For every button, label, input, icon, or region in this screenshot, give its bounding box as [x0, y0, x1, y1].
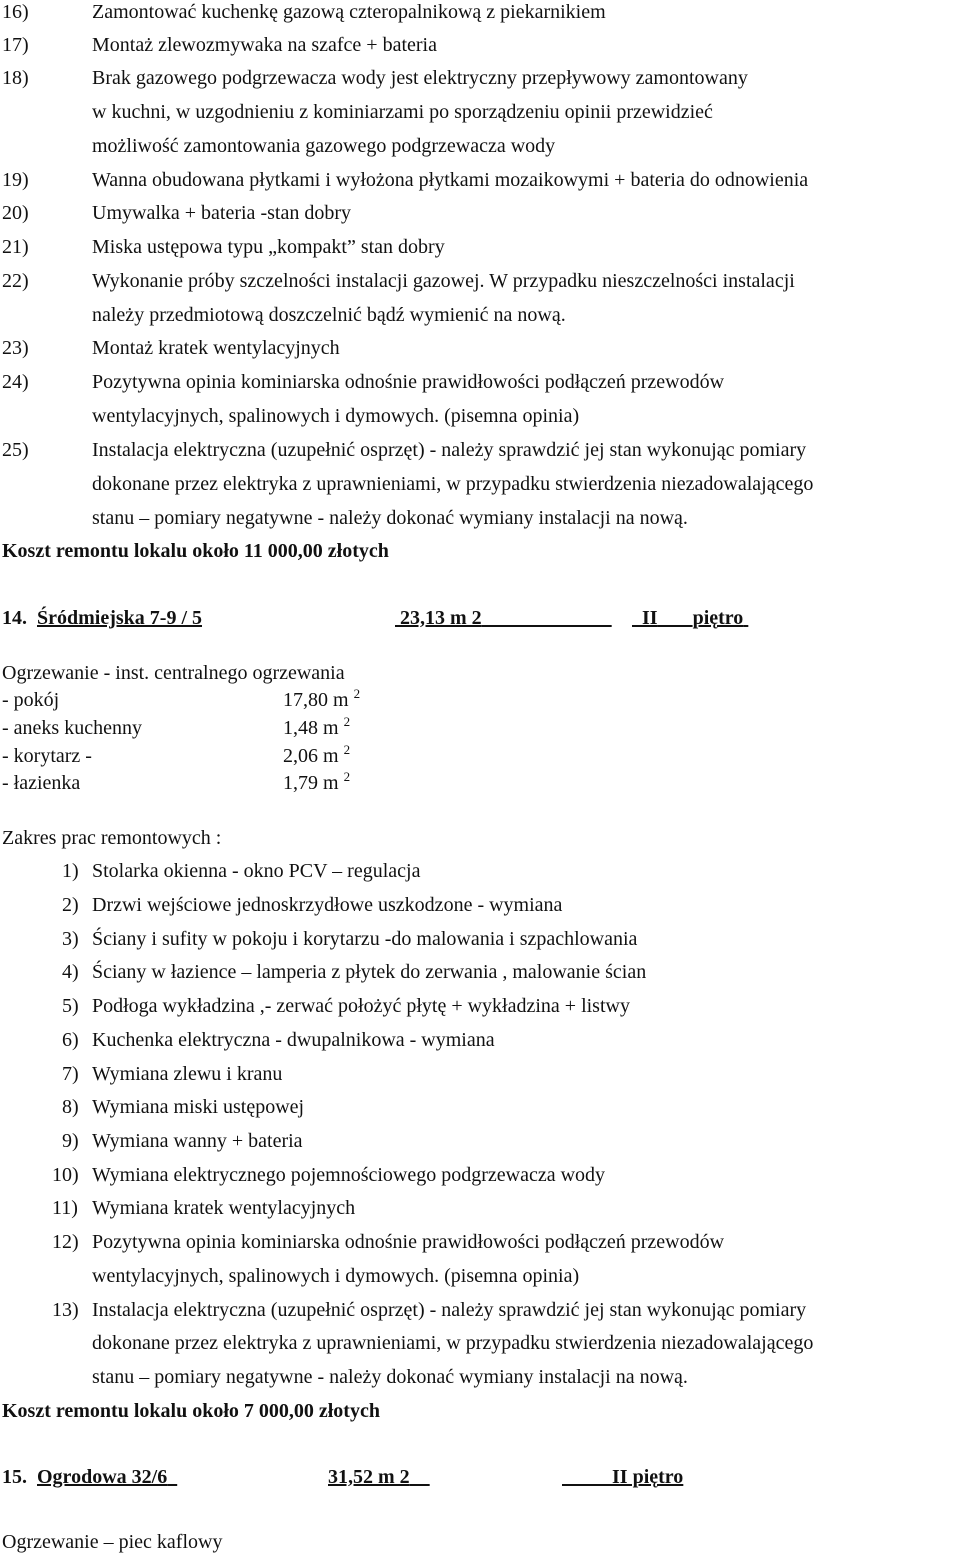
item-number: 17)	[2, 34, 29, 56]
item-text: Stolarka okienna - okno PCV – regulacja	[92, 860, 421, 882]
item-text: w kuchni, w uzgodnieniu z kominiarzami po sporządzeniu opinii przewidzieć	[92, 101, 713, 123]
item-text: Podłoga wykładzina ,- zerwać położyć płytę + wykładzina + listwy	[92, 995, 630, 1017]
item-text: Ściany w łazience – lamperia z płytek do zerwania , malowanie ścian	[92, 961, 647, 983]
room-name: - korytarz -	[2, 745, 92, 767]
room-row	[0, 716, 500, 740]
item-number: 24)	[2, 371, 29, 393]
item-text: wentylacyjnych, spalinowych i dymowych. (pisemna opinia)	[92, 405, 580, 427]
item-text: Zamontować kuchenkę gazową czteropalnikową z piekarnikiem	[92, 1, 606, 23]
heating-info: Ogrzewanie – piec kaflowy	[2, 1531, 223, 1553]
room-name: - łazienka	[2, 772, 81, 794]
item-number: 9)	[62, 1130, 79, 1152]
cost-summary: Koszt remontu lokalu około 11 000,00 złotych	[2, 540, 389, 562]
item-text: stanu – pomiary negatywne - należy dokonać wymiany instalacji na nową.	[92, 507, 688, 529]
item-number: 16)	[2, 1, 29, 23]
item-text: Instalacja elektryczna (uzupełnić osprzęt) - należy sprawdzić jej stan wykonując pomiary	[92, 439, 807, 461]
item-number: 4)	[62, 961, 79, 983]
item-number: 5)	[62, 995, 79, 1017]
room-area: 17,80 m $^2$	[283, 686, 361, 711]
section-number: 15.	[2, 1466, 27, 1488]
item-text: możliwość zamontowania gazowego podgrzewacza wody	[92, 135, 556, 157]
item-text: Instalacja elektryczna (uzupełnić osprzęt) - należy sprawdzić jej stan wykonując pomiary	[92, 1299, 807, 1321]
item-number: 18)	[2, 67, 29, 89]
room-area: 1,48 m $^2$	[283, 714, 351, 739]
item-number: 22)	[2, 270, 29, 292]
item-number: 21)	[2, 236, 29, 258]
section-floor: II piętro	[612, 1466, 684, 1488]
item-number: 3)	[62, 928, 79, 950]
item-number: 25)	[2, 439, 29, 461]
item-text: Umywalka + bateria -stan dobry	[92, 202, 351, 224]
room-area: 2,06 m $^2$	[283, 742, 351, 767]
item-text: Drzwi wejściowe jednoskrzydłowe uszkodzone - wymiana	[92, 894, 563, 916]
item-number: 11)	[52, 1197, 78, 1219]
item-text: stanu – pomiary negatywne - należy dokonać wymiany instalacji na nową.	[92, 1366, 688, 1388]
section-area: 23,13 m 2	[400, 607, 482, 629]
item-text: Wymiana wanny + bateria	[92, 1130, 303, 1152]
item-text: Pozytywna opinia kominiarska odnośnie prawidłowości podłączeń przewodów	[92, 1231, 725, 1253]
item-number: 2)	[62, 894, 79, 916]
item-text: dokonane przez elektryka z uprawnieniami, w przypadku stwierdzenia niezadowalającego	[92, 473, 814, 495]
section-address: Ogrodowa 32/6	[37, 1466, 168, 1488]
room-row	[0, 744, 500, 768]
room-name: - aneks kuchenny	[2, 717, 142, 739]
item-number: 20)	[2, 202, 29, 224]
item-text: Wykonanie próby szczelności instalacji gazowej. W przypadku nieszczelności instalacji	[92, 270, 795, 292]
section-floor: II piętro	[642, 607, 744, 629]
item-number: 6)	[62, 1029, 79, 1051]
heating-info: Ogrzewanie - inst. centralnego ogrzewania	[2, 662, 345, 684]
item-number: 19)	[2, 169, 29, 191]
item-text: Ściany i sufity w pokoju i korytarzu -do malowania i szpachlowania	[92, 928, 638, 950]
section-header-14	[2, 606, 958, 630]
section-number: 14.	[2, 607, 27, 629]
item-text: Miska ustępowa typu „kompakt” stan dobry	[92, 236, 445, 258]
item-number: 7)	[62, 1063, 79, 1085]
item-text: Wymiana elektrycznego pojemnościowego podgrzewacza wody	[92, 1164, 606, 1186]
item-number: 8)	[62, 1096, 79, 1118]
item-number: 13)	[52, 1299, 79, 1321]
room-name: - pokój	[2, 689, 60, 711]
item-text: wentylacyjnych, spalinowych i dymowych. (pisemna opinia)	[92, 1265, 580, 1287]
room-area: 1,79 m $^2$	[283, 769, 351, 794]
item-text: Wymiana miski ustępowej	[92, 1096, 305, 1118]
item-text: dokonane przez elektryka z uprawnieniami, w przypadku stwierdzenia niezadowalającego	[92, 1332, 814, 1354]
item-text: Wanna obudowana płytkami i wyłożona płytkami mozaikowymi + bateria do odnowienia	[92, 169, 809, 191]
item-text: Montaż zlewozmywaka na szafce + bateria	[92, 34, 437, 56]
item-text: Wymiana kratek wentylacyjnych	[92, 1197, 356, 1219]
item-text: Montaż kratek wentylacyjnych	[92, 337, 340, 359]
item-number: 23)	[2, 337, 29, 359]
room-row	[0, 688, 500, 712]
item-text: należy przedmiotową doszczelnić bądź wymienić na nową.	[92, 304, 566, 326]
item-number: 10)	[52, 1164, 79, 1186]
section-header-15	[2, 1465, 958, 1489]
cost-summary: Koszt remontu lokalu około 7 000,00 złotych	[2, 1400, 380, 1422]
scope-title: Zakres prac remontowych :	[2, 827, 222, 849]
item-number: 12)	[52, 1231, 79, 1253]
item-text: Pozytywna opinia kominiarska odnośnie prawidłowości podłączeń przewodów	[92, 371, 725, 393]
item-text: Brak gazowego podgrzewacza wody jest elektryczny przepływowy zamontowany	[92, 67, 748, 89]
section-address: Śródmiejska 7-9 / 5	[37, 607, 202, 629]
item-text: Kuchenka elektryczna - dwupalnikowa - wymiana	[92, 1029, 495, 1051]
section-area: 31,52 m 2	[328, 1466, 410, 1488]
room-row	[0, 771, 500, 795]
item-number: 1)	[62, 860, 79, 882]
item-text: Wymiana zlewu i kranu	[92, 1063, 283, 1085]
